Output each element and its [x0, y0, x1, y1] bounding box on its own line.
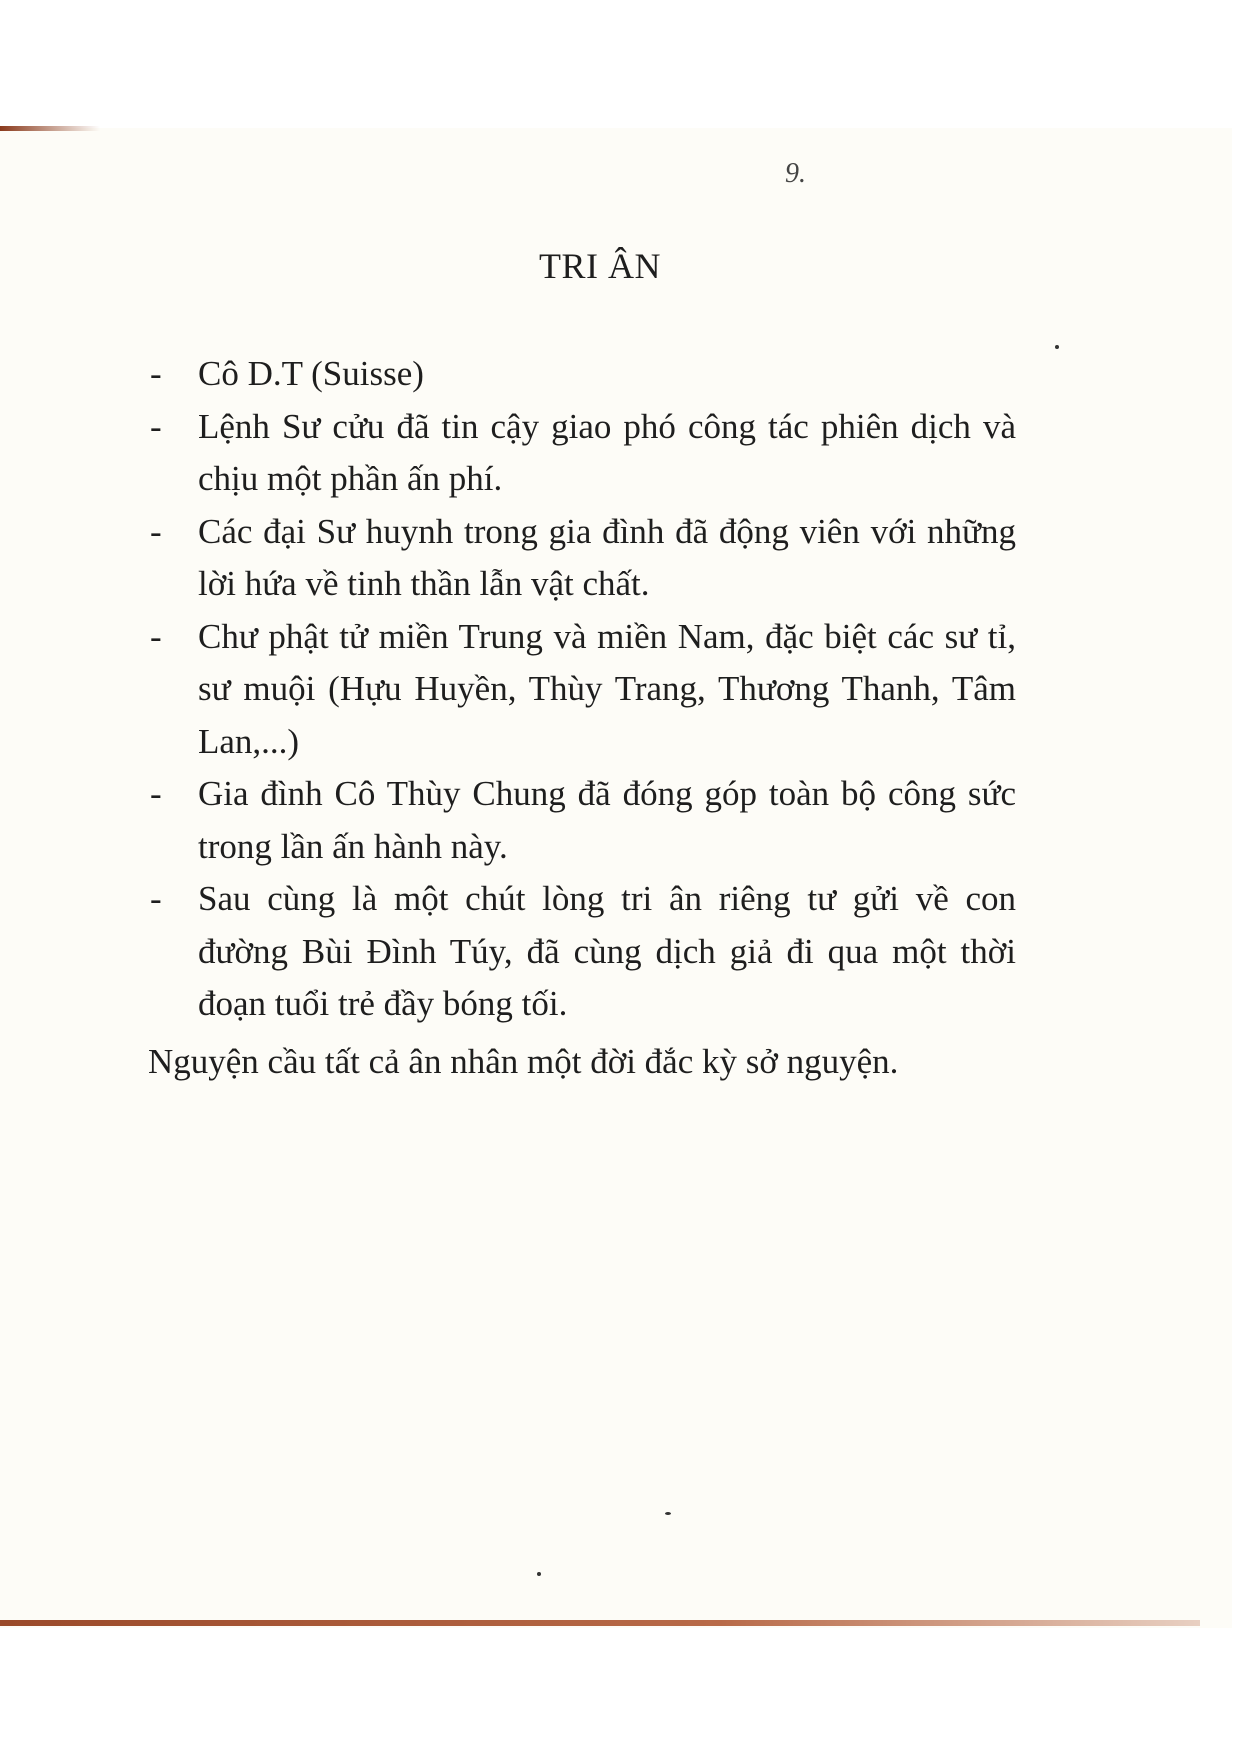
page-number: 9. — [785, 158, 806, 189]
list-item-text: Sau cùng là một chút lòng tri ân riêng tư gửi về con đường Bùi Đình Túy, đã cùng dịch giả đi qua một thời đoạn tuổi trẻ đầy bóng tối. — [198, 879, 1016, 1023]
list-item — [148, 611, 1016, 769]
list-bullet: - — [150, 879, 162, 918]
list-bullet: - — [150, 616, 162, 656]
list-item-text: Các đại Sư huynh trong gia đình đã động viên với những lời hứa về tinh thần lẫn vật chất. — [198, 511, 1016, 603]
list-item-text: Cô D.T (Suisse) — [198, 354, 424, 393]
page-title: TRI ÂN — [539, 246, 661, 286]
page-edge-top — [0, 126, 100, 131]
list-item-text: Lệnh Sư cửu đã tin cậy giao phó công tác phiên dịch và chịu một phần ấn phí. — [198, 406, 1016, 498]
acknowledgement-list — [148, 348, 1016, 1031]
list-item-text: Gia đình Cô Thùy Chung đã đóng góp toàn bộ công sức trong lần ấn hành này. — [198, 774, 1016, 866]
scan-speck — [1055, 345, 1059, 349]
page-edge-bottom — [0, 1620, 1200, 1626]
list-item — [148, 768, 1016, 873]
acknowledgement-body — [148, 348, 1016, 1031]
list-bullet: - — [150, 406, 162, 446]
list-item — [148, 348, 1016, 401]
list-bullet: - — [150, 774, 162, 813]
closing-text: Nguyện cầu tất cả ân nhân một đời đắc kỳ sở nguyện. — [148, 1042, 899, 1081]
scan-speck — [665, 1512, 671, 1515]
closing-block — [148, 1036, 1016, 1089]
list-item — [148, 873, 1016, 1031]
list-item — [148, 506, 1016, 611]
list-bullet: - — [150, 511, 162, 551]
list-item-text: Chư phật tử miền Trung và miền Nam, đặc biệt các sư tỉ, sư muội (Hựu Huyền, Thùy Trang, Thương Thanh, Tâm Lan,...) — [198, 616, 1016, 761]
list-item — [148, 401, 1016, 506]
list-bullet: - — [150, 354, 162, 393]
scan-speck — [537, 1572, 541, 1576]
